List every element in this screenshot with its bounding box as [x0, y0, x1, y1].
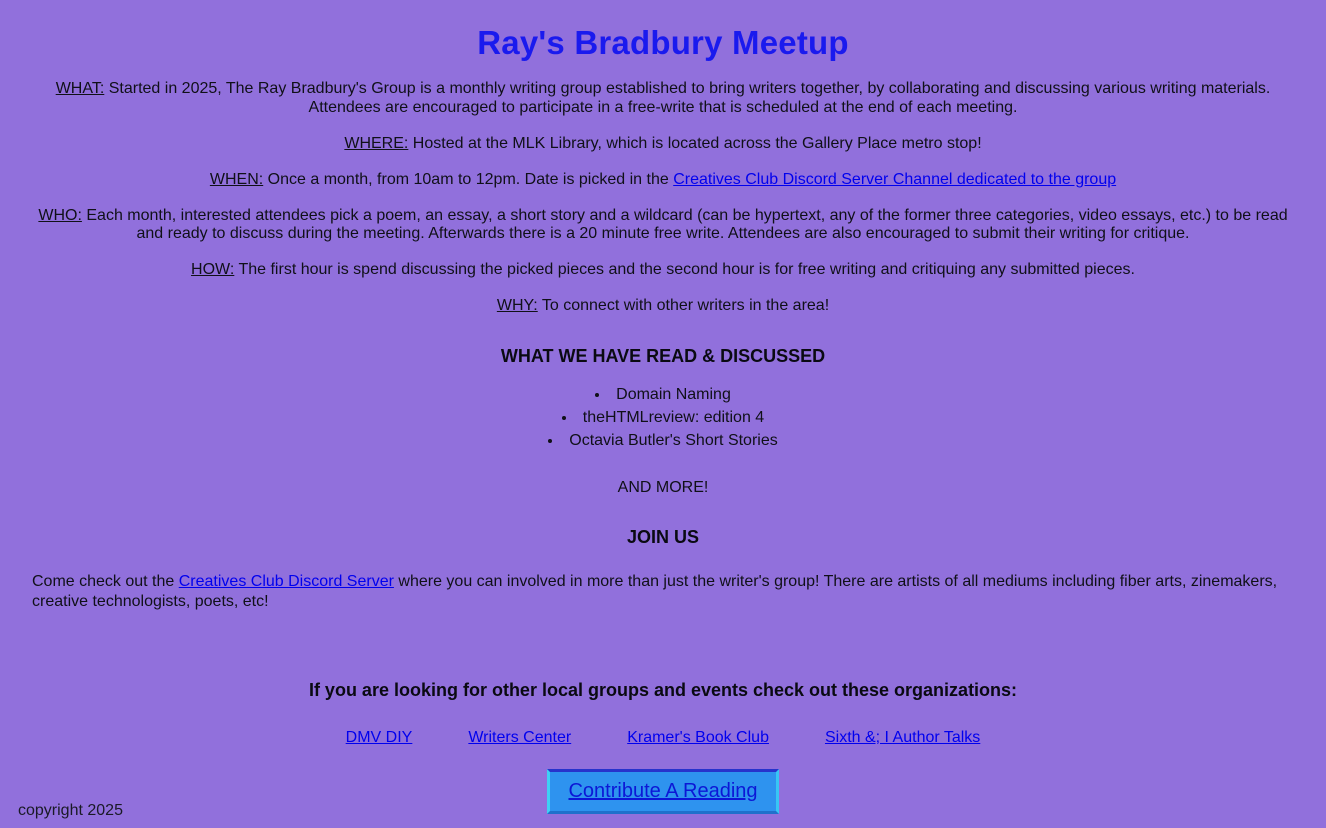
org-link-dmv-diy[interactable]: DMV DIY	[345, 728, 413, 746]
page-title: Ray's Bradbury Meetup	[477, 24, 849, 61]
read-list	[32, 383, 1294, 453]
organizations-heading: If you are looking for other local groups and events check out these organizations:	[308, 679, 1018, 700]
what-label: WHAT:	[55, 80, 105, 97]
what-text: Started in 2025, The Ray Bradbury's Group is a monthly writing group established to bring writers together, by collaborating and discussing various writing materials. Attendees are encouraged to participate in a free-write that is scheduled at the end of each meeting.	[108, 80, 1271, 116]
contribute-reading-link[interactable]: Contribute A Reading	[568, 779, 758, 802]
org-link-writers-center[interactable]: Writers Center	[468, 728, 572, 746]
list-item: • Octavia Butler's Short Stories	[32, 429, 1294, 452]
when-paragraph	[32, 171, 1294, 190]
who-paragraph	[32, 207, 1294, 245]
how-paragraph	[32, 261, 1294, 280]
org-link-sixth-and-i-author-talks[interactable]: Sixth &; I Author Talks	[824, 728, 981, 746]
copyright-text: copyright 2025	[18, 802, 123, 819]
contribute-reading-button[interactable]	[547, 769, 778, 814]
why-paragraph	[32, 297, 1294, 316]
how-label: HOW:	[191, 261, 235, 279]
discord-server-link[interactable]: Creatives Club Discord Server	[178, 572, 394, 590]
why-text: To connect with other writers in the area!	[541, 297, 830, 315]
join-us-heading: JOIN US	[626, 526, 700, 547]
and-more-text: AND MORE!	[617, 478, 709, 496]
where-label: WHERE:	[344, 134, 409, 152]
list-item: • Domain Naming	[32, 383, 1294, 406]
organization-links-row	[32, 729, 1294, 747]
where-text: Hosted at the MLK Library, which is located across the Gallery Place metro stop!	[412, 134, 982, 152]
list-item: • theHTMLreview: edition 4	[32, 406, 1294, 429]
where-paragraph	[32, 135, 1294, 154]
discord-channel-link[interactable]: Creatives Club Discord Server Channel dedicated to the group	[673, 170, 1117, 188]
when-label: WHEN:	[209, 170, 264, 188]
join-text-before: Come check out the	[32, 572, 175, 590]
read-discussed-heading: WHAT WE HAVE READ & DISCUSSED	[500, 346, 826, 366]
why-label: WHY:	[496, 297, 538, 315]
what-paragraph	[32, 80, 1294, 118]
who-label: WHO:	[38, 206, 82, 224]
join-text-after: where you can involved in more than just the writer's group! There are artists of all mediums including fiber arts, zinemakers, creative technologists, poets, etc!	[32, 572, 1278, 610]
org-link-kramers-book-club[interactable]: Kramer's Book Club	[627, 728, 769, 746]
join-paragraph	[32, 572, 1294, 612]
who-text: Each month, interested attendees pick a poem, an essay, a short story and a wildcard (can be hypertext, any of the former three categories, video essays, etc.) to be read and ready to discuss during the meeting. Afterwards there is a 20 minute free write. Attendees are also encouraged to submit their writing for critique.	[86, 206, 1288, 243]
how-text: The first hour is spend discussing the picked pieces and the second hour is for free writing and critiquing any submitted pieces.	[238, 261, 1135, 279]
when-text: Once a month, from 10am to 12pm. Date is picked in the	[267, 170, 669, 188]
contribute-section	[32, 769, 1294, 814]
